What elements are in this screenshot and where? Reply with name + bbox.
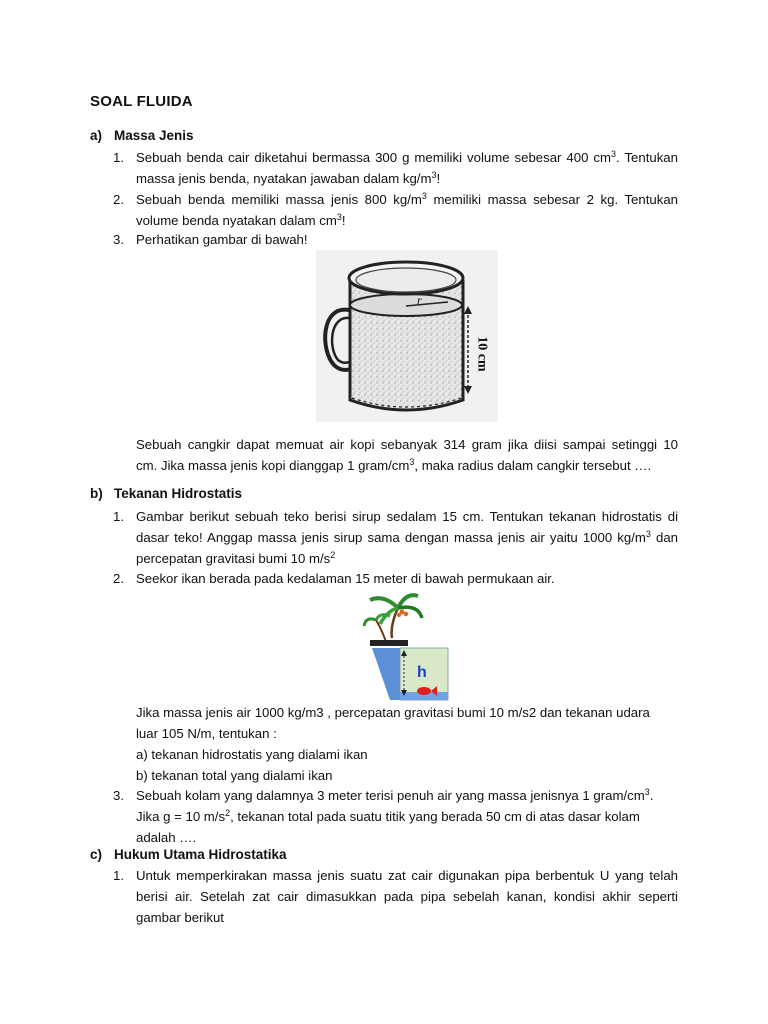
question-number: 3. — [113, 232, 124, 247]
question-number: 1. — [113, 868, 124, 883]
section-label: a) — [90, 128, 103, 143]
height-label: 10 cm — [474, 336, 490, 372]
question-text-line: Sebuah cangkir dapat memuat air kopi sebanyak 314 gram jika diisi sampai setinggi 10 — [136, 437, 678, 452]
pond-figure — [362, 590, 452, 702]
question-number: 2. — [113, 571, 124, 586]
question-text-line: a) tekanan hidrostatis yang dialami ikan — [136, 747, 368, 762]
question-text-line: massa jenis benda, nyatakan jawaban dalam $kg/m^3$! — [136, 170, 441, 186]
question-number: 3. — [113, 788, 124, 803]
question-text-line: Gambar berikut sebuah teko berisi sirup sedalam 15 cm. Tentukan tekanan hidrostatis di — [136, 509, 678, 524]
question-text-line: Jika massa jenis air 1000 kg/m3 , percepatan gravitasi bumi 10 m/s2 dan tekanan udara — [136, 705, 650, 720]
question-text-line: Sebuah kolam yang dalamnya 3 meter terisi penuh air yang massa jenisnya 1 gram/$cm^3$. — [136, 787, 654, 803]
question-text-line: cm. Jika massa jenis kopi dianggap 1 gram/$cm^3$, maka radius dalam cangkir tersebut …. — [136, 457, 652, 473]
question-b2-paragraph — [136, 702, 678, 786]
mug-drawing — [316, 250, 498, 422]
question-number: 1. — [113, 150, 124, 165]
question-text-line: Sebuah benda memiliki massa jenis 800 $kg/m^3$ memiliki massa sebesar 2 kg. Tentukan — [136, 191, 678, 207]
question-text-line: luar 105 N/m, tentukan : — [136, 726, 277, 741]
section-title: Hukum Utama Hidrostatika — [114, 847, 287, 862]
mug-figure — [316, 250, 498, 422]
pond-drawing — [362, 590, 452, 702]
section-title: Tekanan Hidrostatis — [114, 486, 243, 501]
question-text-line: Seekor ikan berada pada kedalaman 15 meter di bawah permukaan air. — [136, 571, 555, 586]
question-text-line: dasar teko! Anggap massa jenis sirup sama dengan massa jenis air yaitu 1000 $kg/m^3$ dan — [136, 529, 678, 545]
section-label: b) — [90, 486, 103, 501]
question-a3-paragraph — [136, 434, 678, 476]
question-text-line: adalah …. — [136, 830, 197, 845]
section-label: c) — [90, 847, 103, 862]
question-number: 2. — [113, 192, 124, 207]
question-text-line: volume benda nyatakan dalam $cm^3$! — [136, 212, 346, 228]
radius-label: r — [417, 293, 422, 307]
question-text-line: Untuk memperkirakan massa jenis suatu zat cair digunakan pipa berbentuk U yang telah — [136, 868, 678, 883]
question-text-line: b) tekanan total yang dialami ikan — [136, 768, 333, 783]
depth-label: h — [417, 664, 427, 681]
question-text-line: gambar berikut — [136, 910, 224, 925]
question-number: 1. — [113, 509, 124, 524]
section-title: Massa Jenis — [114, 128, 194, 143]
question-text-line: percepatan gravitasi bumi 10 $m/s^2$ — [136, 550, 336, 566]
question-text-line: Sebuah benda cair diketahui bermassa 300 g memiliki volume sebesar 400 $cm^3$. Tentukan — [136, 149, 678, 165]
question-text-line: berisi air. Setelah zat cair dimasukkan pada pipa sebelah kanan, kondisi akhir seperti — [136, 889, 678, 904]
question-text-line: Perhatikan gambar di bawah! — [136, 232, 308, 247]
page-title: SOAL FLUIDA — [90, 93, 193, 110]
question-text-line: Jika g = 10 $m/s^2$, tekanan total pada suatu titik yang berada 50 cm di atas dasar kolam — [136, 808, 640, 824]
